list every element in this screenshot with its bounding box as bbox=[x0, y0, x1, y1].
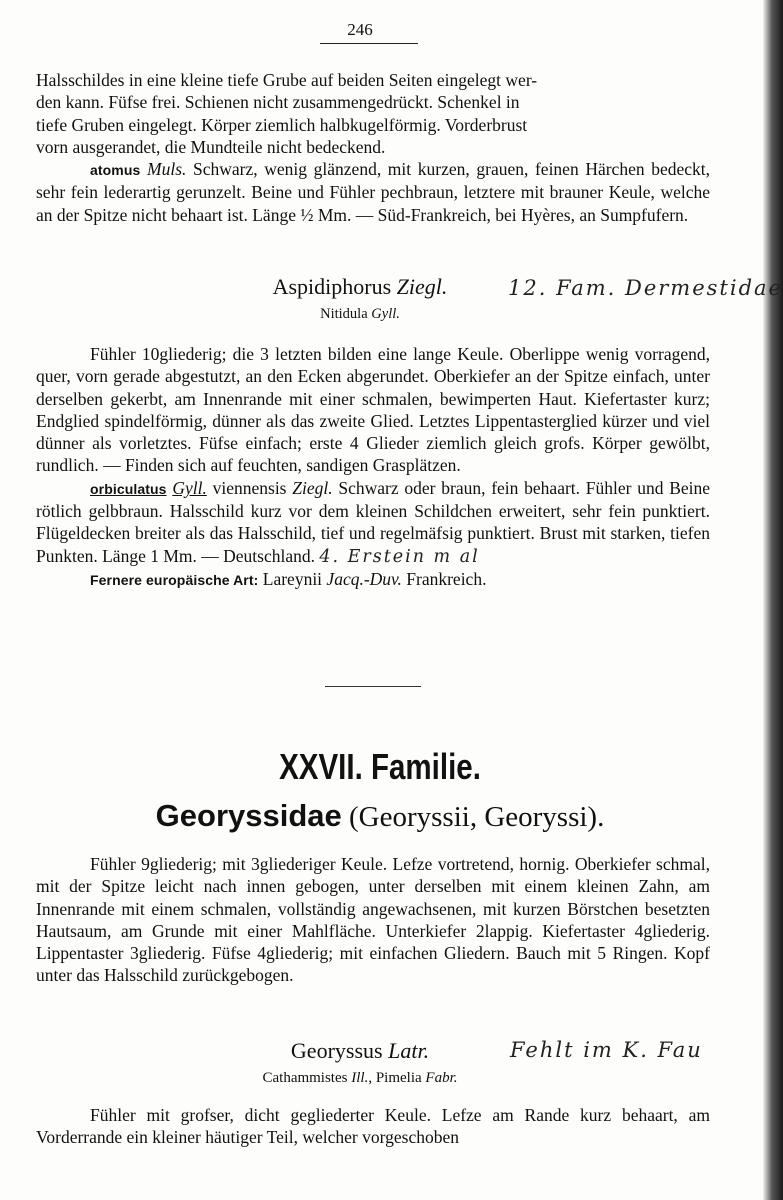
text-line: Halsschildes in eine kleine tiefe Grube auf beiden Seiten eingelegt wer- bbox=[36, 70, 538, 90]
section-divider bbox=[325, 686, 421, 687]
page-number: 246 bbox=[347, 20, 373, 39]
further-species-line bbox=[36, 568, 710, 591]
synonym-name: Pimelia bbox=[375, 1070, 422, 1086]
genus-name: Aspidiphorus bbox=[272, 274, 392, 299]
text-line: tiefe Gruben eingelegt. Körper ziemlich halbkugelförmig. Vorderbrust bbox=[36, 114, 528, 135]
synonym-author: Ill. bbox=[351, 1070, 369, 1086]
continuation-block bbox=[36, 69, 710, 226]
species-synonym-author: Ziegl. bbox=[292, 477, 333, 498]
synonym-author: Fabr. bbox=[425, 1070, 458, 1086]
handwritten-note: Fehlt im K. Fau bbox=[510, 1038, 703, 1062]
further-species: Lareynii bbox=[262, 568, 323, 589]
genus-description: Fühler 10gliederig; die 3 letzten bilden eine lange Keule. Oberlippe wenig vorragend, quer, vorn gerade abgestutzt, an den Ecken abgerundet. Oberkiefer an der Spitze einfach, unter derselben gekerbt, am Innenrande mit einer schmalen, bewimperten Haut. Kiefertaster kurz; Endglied spindelförmig, dünner als das zweite Glied. Letztes Lippentasterglied kürzer und viel dünner als vorletztes. Füfse einfach; erste 4 Glieder ziemlich gleich grofs. Körper gewölbt, rundlich. — Finden sich auf feuchten, sandigen Grasplätzen. bbox=[36, 344, 710, 476]
species-entry-atomus bbox=[36, 158, 710, 226]
further-label: Fernere europäische Art: bbox=[90, 571, 259, 588]
genus-name: Georyssus bbox=[290, 1038, 383, 1063]
species-name: orbiculatus bbox=[90, 480, 167, 497]
species-author: Muls. bbox=[147, 159, 187, 180]
family-name: Georyssidae bbox=[155, 798, 342, 833]
further-place: Frankreich. bbox=[406, 568, 487, 589]
species-synonym: viennensis bbox=[212, 477, 287, 498]
book-spine-shadow bbox=[763, 0, 783, 1200]
species-name: atomus bbox=[90, 162, 141, 179]
text-line: vorn ausgerandet, die Mundteile nicht bedeckend. bbox=[36, 136, 386, 157]
handwritten-note: 4. Erstein m al bbox=[319, 546, 480, 567]
genus-description-block bbox=[36, 1104, 710, 1149]
text-line: den kann. Füfse frei. Schienen nicht zusammengedrückt. Schenkel in bbox=[36, 92, 520, 113]
genus-description-block bbox=[36, 343, 710, 591]
genus-author: Ziegl. bbox=[396, 274, 448, 299]
genus-author: Latr. bbox=[388, 1038, 430, 1063]
synonym-name: Nitidula bbox=[320, 306, 368, 322]
genus-synonym bbox=[0, 306, 720, 323]
species-text: Schwarz oder braun, fein behaart. Fühler und Beine rötlich gelbbraun. Halsschild kurz vor dem kleinen Schildchen erweitert, sehr fein punktiert. Flügeldecken breiter als das Halsschild, tief und regelmäfsig punktiert. Brust mit starken, tiefen Punkten. Länge 1 Mm. — Deutschland. bbox=[36, 477, 711, 566]
species-entry-orbiculatus bbox=[36, 477, 710, 568]
handwritten-note: 12. Fam. Dermestidae bbox=[508, 276, 783, 300]
genus-synonyms: Cathammistes Ill., Pimelia Fabr. bbox=[262, 1070, 458, 1086]
page-number-rule bbox=[320, 43, 418, 44]
family-alt-names: (Georyssii, Georyssi). bbox=[349, 801, 605, 833]
species-author: Gyll. bbox=[172, 477, 207, 498]
genus-description: Fühler mit grofser, dicht gegliederter Keule. Lefze am Rande kurz behaart, am Vorderrande ein kleiner häutiger Teil, welcher vorgeschoben bbox=[36, 1105, 710, 1148]
further-author: Jacq.-Duv. bbox=[326, 568, 402, 589]
family-number: XXVII. Familie. bbox=[279, 746, 481, 787]
synonym-name: Cathammistes bbox=[262, 1070, 348, 1086]
synonym-author: Gyll. bbox=[371, 306, 400, 322]
family-description: Fühler 9gliederig; mit 3gliederiger Keule. Lefze vortretend, hornig. Oberkiefer schmal, mit der Spitze leicht nach innen gebogen, unter derselben mit einem kleinen Zahn, am Innenrande mit einem schmalen, vollständig angewachsenen, mit kurzen Börstchen besetzten Hautsaum, am Grunde mit einer Mahlfläche. Unterkiefer 2lappig. Kiefertaster 4gliederig. Lippentaster 3gliederig. Füfse 4gliederig; mit einfachen Gliedern. Bauch mit 5 Ringen. Kopf unter das Halsschild zurückgebogen. bbox=[36, 854, 710, 986]
family-description-block bbox=[36, 853, 710, 987]
family-heading bbox=[0, 798, 760, 834]
species-text: Schwarz, wenig glänzend, mit kurzen, grauen, feinen Härchen bedeckt, sehr fein lederartig gerunzelt. Beine und Fühler pechbraun, letztere mit brauner Keule, welche an der Spitze nicht behaart ist. Länge ½ Mm. — Süd-Frankreich, bei Hyères, an Sumpfufern. bbox=[36, 159, 711, 225]
